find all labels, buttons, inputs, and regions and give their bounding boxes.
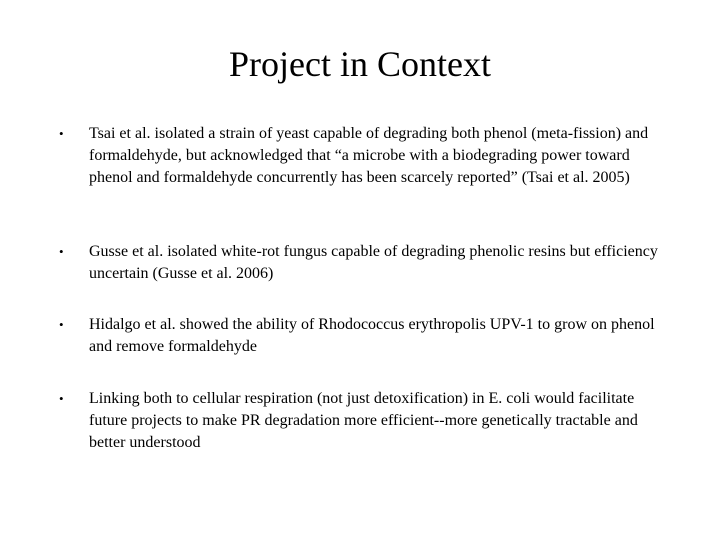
bullet-text: Gusse et al. isolated white-rot fungus capable of degrading phenolic resins but efficiency uncertain (Gusse et al. 2006): [89, 243, 658, 282]
bullet-text: Linking both to cellular respiration (not just detoxification) in E. coli would facilitate future projects to make PR degradation more efficient--more genetically tractable and better understood: [89, 390, 638, 451]
bullet-marker: •: [59, 317, 64, 332]
bullet-marker: •: [59, 244, 64, 259]
bullet-text: Tsai et al. isolated a strain of yeast capable of degrading both phenol (meta-fission) and formaldehyde, but acknowledged that “a microbe with a biodegrading power toward phenol and formaldehyde concurrently has been scarcely reported” (Tsai et al. 2005): [89, 125, 649, 186]
bullet-marker: •: [59, 391, 64, 406]
bullet-marker: •: [59, 126, 64, 141]
bullet-text: Hidalgo et al. showed the ability of Rhodococcus erythropolis UPV-1 to grow on phenol and remove formaldehyde: [89, 316, 655, 355]
slide-title: Project in Context: [229, 44, 491, 84]
